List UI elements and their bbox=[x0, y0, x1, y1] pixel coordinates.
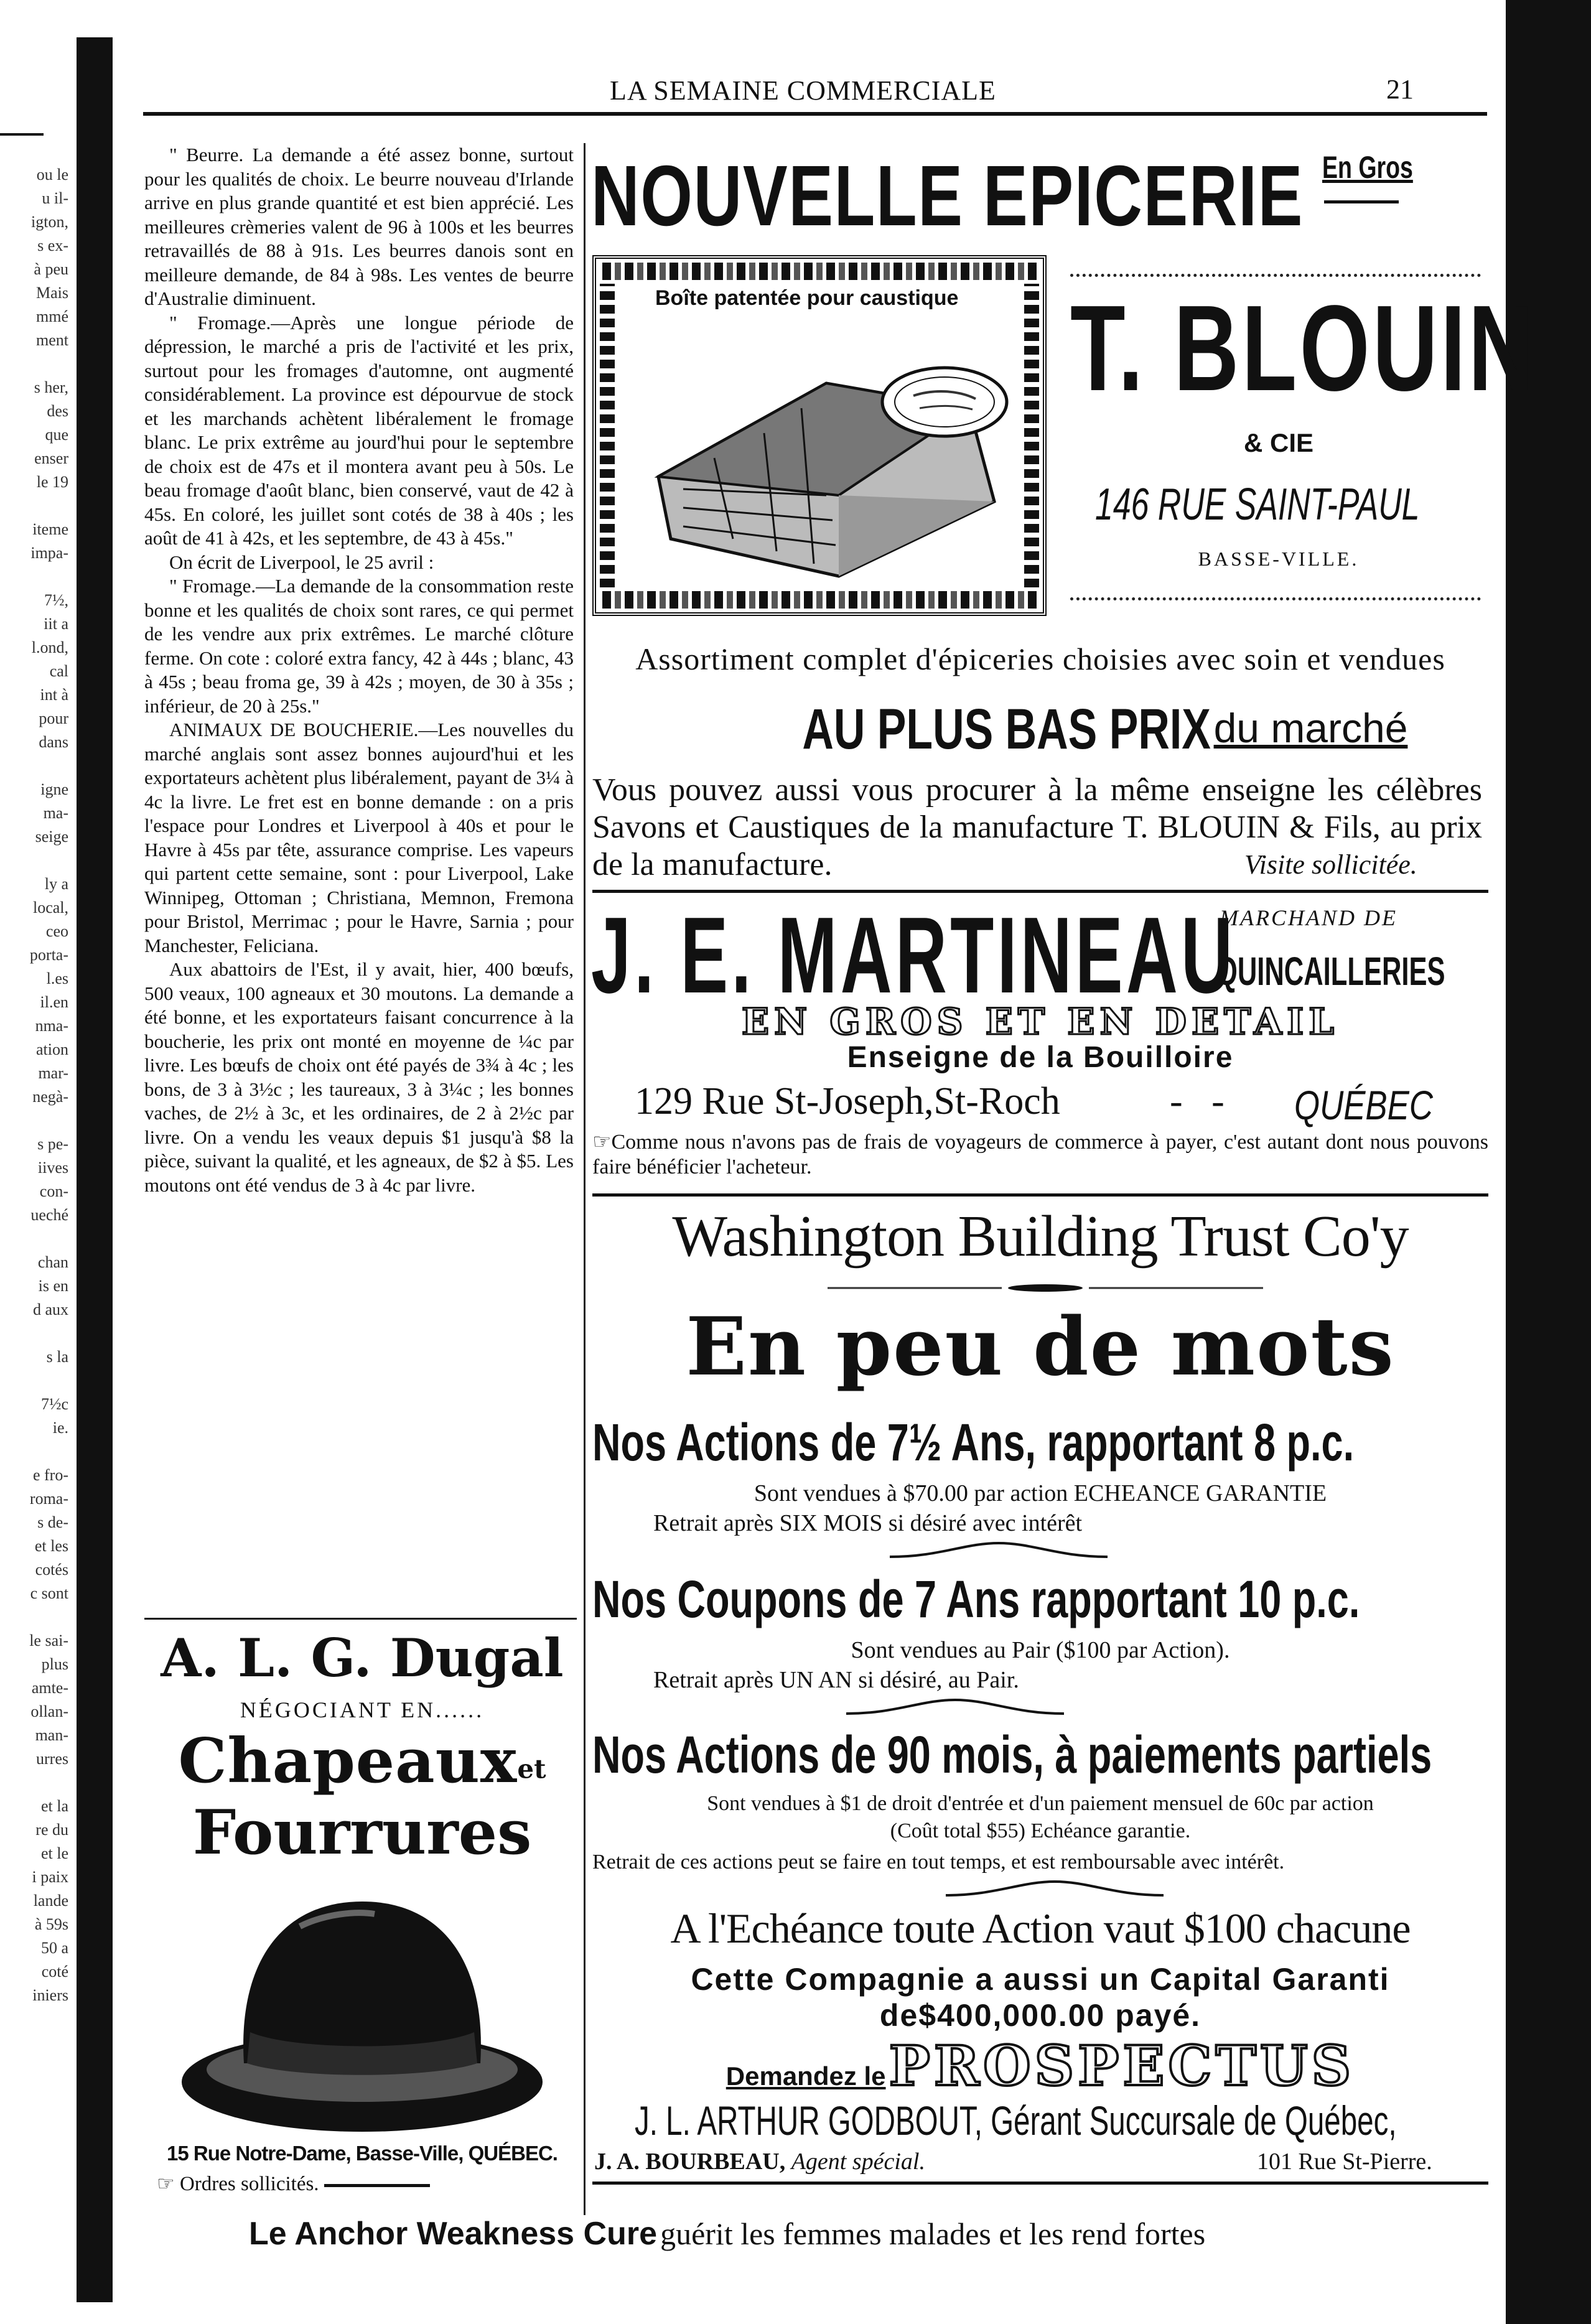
margin-fragment bbox=[0, 754, 68, 778]
blouin-dotted-rule-bottom bbox=[1070, 597, 1481, 600]
trust-h1: Nos Actions de 7½ Ans, rapportant 8 p.c. bbox=[592, 1413, 1355, 1472]
margin-fragment: cal bbox=[49, 662, 68, 680]
trust-h3-sub3: Retrait de ces actions peut se faire en tout temps, et est remboursable avec intérêt. bbox=[592, 1850, 1285, 1874]
wave-separator-1 bbox=[890, 1538, 1108, 1563]
left-margin-fragments bbox=[0, 163, 68, 2007]
margin-fragment: à 59s bbox=[34, 1915, 68, 1933]
trust-h3-sub1: Sont vendues à $1 de droit d'entrée et d'un paiement mensuel de 60c par action bbox=[707, 1792, 1374, 1815]
margin-fragment: u il- bbox=[42, 189, 68, 207]
pointing-hand-icon: ☞ bbox=[157, 2172, 175, 2195]
margin-fragment: igne bbox=[40, 780, 68, 798]
margin-fragment bbox=[0, 1771, 68, 1794]
trust-slogan: En peu de mots bbox=[686, 1300, 1395, 1394]
trust-gerant: J. L. ARTHUR GODBOUT, Gérant Succursale de Québec, bbox=[635, 2098, 1397, 2144]
dugal-ad bbox=[144, 1624, 580, 2221]
margin-fragment: Mais bbox=[36, 284, 68, 302]
box-caption: Boîte patentée pour caustique bbox=[655, 286, 959, 310]
margin-fragment: seige bbox=[35, 828, 68, 846]
trust-bottom-rule bbox=[592, 2182, 1488, 2185]
margin-fragment: iniers bbox=[32, 1986, 68, 2004]
paragraph-cheese: " Fromage.—Après une longue période de dépression, le marché a pris de l'activité et les prix, surtout pour les fromages d'automne, ont augmenté considérablement. La province est dépourvue de stock et les marchands achètent libéralement le fromage blanc. Le prix extrême au jourd'hui pour le septembre de choix est de 47s et il montera avant peu à 50s. Le beau fromage d'août blanc, bien conservé, vaut de 42 à 45s. En coloré, les juillet sont cotés de 38 à 40s ; les août de 41 à 42s, et les septembre, de 43 à 45s." bbox=[144, 311, 574, 549]
margin-fragment: ie. bbox=[52, 1419, 68, 1437]
wave-separator-2 bbox=[846, 1695, 1064, 1720]
margin-fragment: le sai- bbox=[29, 1631, 68, 1650]
margin-fragment: s pe- bbox=[37, 1135, 68, 1153]
margin-fragment: s de- bbox=[37, 1513, 68, 1531]
blouin-dotted-rule-top bbox=[1070, 274, 1481, 277]
trust-prospectus: PROSPECTUS bbox=[889, 2033, 1355, 2098]
blouin-text: Vous pouvez aussi vous procurer à la même enseigne les célèbres Savons et Caustiques de la manufacture T. BLOUIN & Fils, au prix de la manufacture. bbox=[592, 772, 1482, 882]
margin-fragment: coté bbox=[41, 1962, 68, 1981]
margin-fragment: enser bbox=[34, 449, 68, 467]
margin-fragment bbox=[0, 494, 68, 518]
margin-fragment: l.ond, bbox=[31, 638, 68, 656]
market-report-article bbox=[144, 143, 574, 1197]
en-gros-rule bbox=[1324, 200, 1399, 203]
trust-agent-address: 101 Rue St-Pierre. bbox=[1257, 2149, 1432, 2175]
margin-fragment: ment bbox=[36, 331, 68, 349]
margin-fragment: s la bbox=[46, 1348, 68, 1366]
margin-fragment: ou le bbox=[36, 166, 68, 184]
caustic-box-frame bbox=[592, 255, 1047, 616]
blouin-visit: Visite sollicitée. bbox=[1244, 849, 1417, 880]
margin-fragment bbox=[0, 1109, 68, 1132]
margin-fragment: con- bbox=[39, 1182, 68, 1200]
dugal-fourrures: Fourrures bbox=[192, 1797, 532, 1869]
margin-fragment: ly a bbox=[44, 875, 68, 893]
margin-fragment: que bbox=[45, 426, 68, 444]
blouin-bottom-rule bbox=[592, 890, 1488, 893]
margin-fragment: local, bbox=[32, 898, 68, 917]
wave-separator-3 bbox=[946, 1877, 1164, 1902]
margin-fragment: d aux bbox=[32, 1300, 68, 1318]
margin-fragment: urres bbox=[36, 1750, 68, 1768]
margin-fragment: le 19 bbox=[36, 473, 68, 491]
trust-demandez: Demandez le bbox=[726, 2061, 886, 2091]
margin-fragment: ceo bbox=[45, 922, 68, 940]
trust-echeance: A l'Echéance toute Action vaut $100 chacune bbox=[670, 1905, 1411, 1952]
martineau-sign: Enseigne de la Bouilloire bbox=[847, 1041, 1234, 1074]
column-divider bbox=[584, 143, 586, 2215]
margin-fragment bbox=[0, 849, 68, 872]
margin-fragment: e fro- bbox=[32, 1466, 68, 1484]
martineau-name: J. E. MARTINEAU bbox=[591, 894, 1236, 1015]
martineau-note: Comme nous n'avons pas de frais de voyageurs de commerce à payer, c'est autant dont nous pouvons faire bénéficier l'acheteur. bbox=[592, 1131, 1488, 1178]
margin-fragment: igton, bbox=[31, 213, 68, 231]
blouin-assortment: Assortiment complet d'épiceries choisies avec soin et vendues bbox=[635, 642, 1445, 676]
margin-fragment bbox=[0, 1227, 68, 1251]
margin-fragment: et les bbox=[34, 1537, 68, 1555]
paragraph-abattoirs: Aux abattoirs de l'Est, il y avait, hier, 400 bœufs, 500 veaux, 100 agneaux et 30 moutons. La demande a été bonne, et les exportateurs faisant concurrence à la boucherie, les prix ont monté en moyenne de ¼c par livre. Les bœufs de choix ont été payés de 3¾ à 4c ; les bons, de 3 à 3½c ; les taureaux, 3 à 3¼c ; les bonnes vaches, de 2½ à 3c, et les ordinaires, de 2 à 2½c par livre. On a vendu les veaux depuis $1 jusqu'à $8 la pièce, suivant la qualité, et les agneaux, de $2 à $5. Les moutons ont été vendus de 3 à 4c par livre. bbox=[144, 958, 574, 1196]
dugal-address: 15 Rue Notre-Dame, Basse-Ville, QUÉBEC. bbox=[167, 2142, 558, 2165]
frame-ornament-top bbox=[602, 263, 1037, 280]
trust-h3: Nos Actions de 90 mois, à paiements partiels bbox=[592, 1725, 1432, 1784]
trust-agent-wrap bbox=[594, 2148, 925, 2175]
blouin-name: T. BLOUIN bbox=[1070, 280, 1537, 416]
margin-fragment: nma- bbox=[35, 1017, 68, 1035]
dugal-trade: NÉGOCIANT EN...... bbox=[240, 1697, 485, 1722]
blouin-headline: NOUVELLE EPICERIE bbox=[591, 148, 1304, 244]
margin-fragment: chan bbox=[37, 1253, 68, 1271]
margin-fragment bbox=[0, 1369, 68, 1393]
margin-fragment: re du bbox=[35, 1821, 68, 1839]
dugal-orders-rule bbox=[324, 2184, 430, 2187]
margin-fragment: ma- bbox=[43, 804, 68, 822]
margin-fragment: plus bbox=[41, 1655, 68, 1673]
blouin-district: BASSE-VILLE. bbox=[1198, 548, 1360, 570]
martineau-address: 129 Rue St-Joseph,St-Roch bbox=[635, 1080, 1060, 1122]
trust-h3-sub2: (Coût total $55) Echéance garantie. bbox=[890, 1819, 1191, 1842]
margin-fragment: s her, bbox=[34, 378, 68, 396]
paragraph-cheese-2: " Fromage.—La demande de la consommation reste bonne et les qualités de choix sont rares, ce qui permet de les vendre aux prix extrêmes. Le marché clôture ferme. On cote : coloré extra fancy, 42 à 44s ; blanc, 43 à 45s ; beau froma ge, 39 à 42s ; moyen, de 30 à 35s ; inférieur, de 20 à 25s." bbox=[144, 575, 574, 717]
margin-fragment: ollan- bbox=[30, 1702, 68, 1720]
trust-capital-2: de$400,000.00 payé. bbox=[879, 1998, 1201, 2033]
margin-fragment: porta- bbox=[29, 946, 68, 964]
martineau-city: QUÉBEC bbox=[1294, 1082, 1433, 1128]
margin-fragment bbox=[0, 1605, 68, 1629]
margin-fragment: iteme bbox=[32, 520, 68, 538]
margin-fragment: et la bbox=[40, 1797, 68, 1815]
trust-h2-sub2: Retrait après UN AN si désiré, au Pair. bbox=[653, 1667, 1019, 1693]
martineau-note-wrap bbox=[592, 1130, 1488, 1180]
margin-fragment bbox=[0, 1322, 68, 1345]
blouin-en-gros: En Gros bbox=[1322, 150, 1413, 185]
trust-h2-sub1: Sont vendues au Pair ($100 par Action). bbox=[851, 1637, 1230, 1663]
margin-fragment: 50 a bbox=[40, 1939, 68, 1957]
margin-fragment: dans bbox=[39, 733, 68, 751]
frame-ornament-bottom bbox=[602, 591, 1037, 609]
margin-fragment: impa- bbox=[30, 544, 68, 562]
margin-fragment: ueché bbox=[30, 1206, 68, 1224]
margin-fragment: mar- bbox=[38, 1064, 68, 1082]
page-number: 21 bbox=[1386, 74, 1414, 105]
martineau-trade: QUINCAILLERIES bbox=[1216, 949, 1445, 994]
margin-fragment bbox=[0, 565, 68, 589]
margin-fragment: s ex- bbox=[37, 236, 68, 254]
margin-fragment: pour bbox=[39, 709, 68, 727]
paragraph-butter: " Beurre. La demande a été assez bonne, surtout pour les qualités de choix. Le beurre nouveau d'Irlande arrive en plus grande quantité et est bien apprécié. Les meilleures crèmeries valent de 96 à 100s et les beurres retravaillés de 88 à 91s. Les beurres danois sont en meilleure demande, de 84 à 98s. Les ventes de beurre d'Australie diminuent. bbox=[144, 144, 574, 309]
paragraph-cattle: ANIMAUX DE BOUCHERIE.—Les nouvelles du marché anglais sont assez bonnes aujourd'hui et les exportateurs achètent plus libéralement, payant de 3¼ à 4c la livre. Le fret est en bonne demande : on a pris l'espace pour Londres et Liverpool à 40s et pour le Havre à 45s par tête, assurance comprise. Les vapeurs qui partent cette semaine, sont : pour Liverpool, Lake Winnipeg, Ottoman ; Christiana, Memnon, Fremona pour Bristol, Merrimac ; pour le Havre, Sarnia ; pour Manchester, Feliciana. bbox=[144, 719, 574, 956]
caustic-box-illustration bbox=[621, 315, 1019, 582]
left-page-fold bbox=[0, 133, 44, 136]
footer-rest: guérit les femmes malades et les rend fortes bbox=[660, 2216, 1206, 2251]
margin-fragment: à peu bbox=[34, 260, 68, 278]
left-binding-bar bbox=[77, 37, 113, 2302]
blouin-price-rest: du marché bbox=[1213, 705, 1408, 751]
blouin-cie: & CIE bbox=[1243, 428, 1313, 457]
trust-h2: Nos Coupons de 7 Ans rapportant 10 p.c. bbox=[592, 1570, 1360, 1628]
margin-fragment: roma- bbox=[29, 1490, 68, 1508]
margin-fragment: iit a bbox=[44, 615, 68, 633]
margin-fragment: iives bbox=[37, 1159, 68, 1177]
margin-fragment: 7½c bbox=[40, 1395, 68, 1413]
margin-fragment: mmé bbox=[36, 307, 68, 325]
trust-agent-name: J. A. BOURBEAU, bbox=[594, 2149, 786, 2175]
dugal-top-rule bbox=[144, 1618, 577, 1620]
margin-fragment: i paix bbox=[32, 1868, 68, 1886]
trust-company: Washington Building Trust Co'y bbox=[672, 1204, 1409, 1269]
margin-fragment: l.es bbox=[46, 969, 68, 987]
margin-fragment: amte- bbox=[31, 1679, 68, 1697]
frame-ornament-left bbox=[600, 284, 615, 587]
margin-fragment: ation bbox=[36, 1040, 68, 1058]
trust-ornament-rule bbox=[828, 1282, 1263, 1294]
footer-bold: Le Anchor Weakness Cure bbox=[249, 2216, 657, 2252]
header-rule bbox=[143, 112, 1487, 116]
pointing-hand-icon: ☞ bbox=[592, 1131, 612, 1154]
margin-fragment bbox=[0, 352, 68, 376]
footer-line bbox=[249, 2215, 1205, 2252]
margin-fragment: is en bbox=[38, 1277, 68, 1295]
frame-ornament-right bbox=[1024, 284, 1039, 587]
margin-fragment: 7½, bbox=[44, 591, 68, 609]
dugal-et: et bbox=[517, 1753, 546, 1785]
trust-h1-sub2: Retrait après SIX MOIS si désiré avec intérêt bbox=[653, 1510, 1083, 1536]
martineau-gros: EN GROS ET EN DETAIL bbox=[741, 1001, 1340, 1043]
margin-fragment: il.en bbox=[40, 993, 68, 1011]
dugal-orders: Ordres sollicités. bbox=[179, 2173, 319, 2195]
margin-fragment: int à bbox=[40, 686, 68, 704]
paragraph-liverpool: On écrit de Liverpool, le 25 avril : bbox=[169, 551, 434, 573]
margin-fragment: c sont bbox=[30, 1584, 68, 1602]
margin-fragment: negà- bbox=[32, 1088, 68, 1106]
dugal-chapeaux: Chapeaux bbox=[178, 1725, 518, 1797]
margin-fragment: lande bbox=[33, 1892, 68, 1910]
bowler-hat-illustration bbox=[169, 1877, 555, 2138]
trust-capital-1: Cette Compagnie a aussi un Capital Garanti bbox=[691, 1962, 1390, 1997]
martineau-bottom-rule bbox=[592, 1193, 1488, 1197]
martineau-trade-top: MARCHAND DE bbox=[1220, 905, 1397, 930]
dugal-name: A. L. G. Dugal bbox=[161, 1627, 564, 1689]
margin-fragment: man- bbox=[35, 1726, 68, 1744]
margin-fragment: cotés bbox=[35, 1561, 68, 1579]
margin-fragment: et le bbox=[40, 1844, 68, 1862]
margin-fragment: des bbox=[47, 402, 68, 420]
trust-agent-title: Agent spécial. bbox=[791, 2149, 925, 2175]
page-header-title: LA SEMAINE COMMERCIALE bbox=[610, 75, 996, 106]
trust-h1-sub1: Sont vendues à $70.00 par action ECHEANCE GARANTIE bbox=[754, 1480, 1327, 1506]
blouin-price-bold: AU PLUS BAS PRIX bbox=[801, 698, 1211, 761]
martineau-dashes: - - bbox=[1170, 1080, 1225, 1122]
margin-fragment bbox=[0, 1440, 68, 1463]
blouin-address: 146 RUE SAINT-PAUL bbox=[1095, 480, 1420, 530]
